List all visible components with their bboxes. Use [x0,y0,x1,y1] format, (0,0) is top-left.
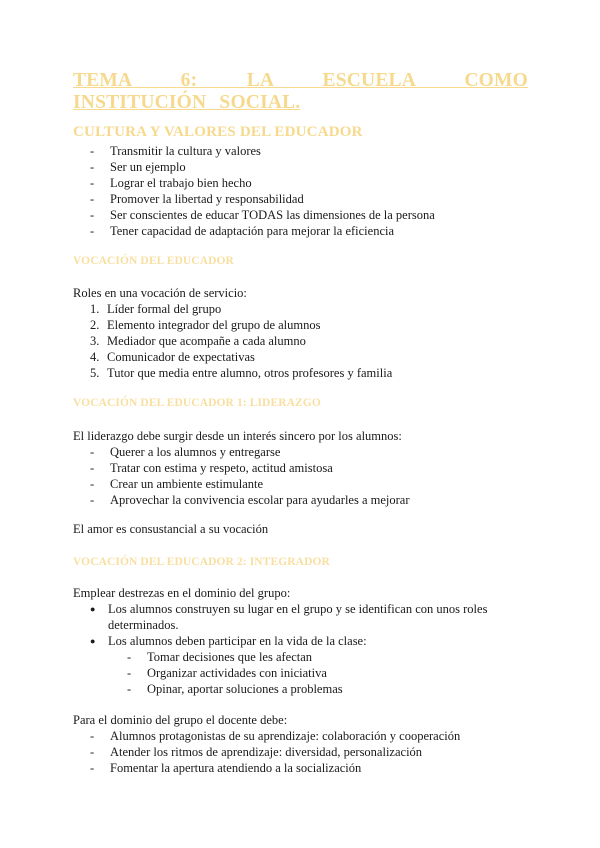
docente-list [90,728,530,776]
liderazgo-closing: El amor es consustancial a su vocación [73,522,269,536]
list-item: - Atender los ritmos de aprendizaje: diversidad, personalización [90,744,530,760]
integrador-bullets [90,601,530,649]
list-item: ● Los alumnos deben participar en la vida de la clase: [90,633,530,649]
list-item: ● Los alumnos construyen su lugar en el grupo y se identifican con unos roles determinados. [90,601,530,633]
liderazgo-list [90,444,530,508]
list-item: - Organizar actividades con iniciativa [127,665,527,681]
section-title-cultura: CULTURA Y VALORES DEL EDUCADOR [73,124,363,140]
list-item: - Fomentar la apertura atendiendo a la socialización [90,760,530,776]
list-item: - Tener capacidad de adaptación para mejorar la eficiencia [90,223,530,239]
list-item: - Promover la libertad y responsabilidad [90,191,530,207]
list-item: - Querer a los alumnos y entregarse [90,444,530,460]
list-item: - Crear un ambiente estimulante [90,476,530,492]
list-item: - Ser conscientes de educar TODAS las dimensiones de la persona [90,207,530,223]
heading-liderazgo: VOCACIÓN DEL EDUCADOR 1: LIDERAZGO [73,397,321,409]
list-item: - Lograr el trabajo bien hecho [90,175,530,191]
list-item: Elemento integrador del grupo de alumnos [107,318,321,332]
list-item: Comunicador de expectativas [107,350,255,364]
docente-intro: Para el dominio del grupo el docente debe: [73,713,288,727]
heading-vocacion: VOCACIÓN DEL EDUCADOR [73,255,234,267]
participation-sublist [127,649,527,697]
list-item: - Tratar con estima y respeto, actitud amistosa [90,460,530,476]
list-item: - Tomar decisiones que les afectan [127,649,527,665]
list-item: Mediador que acompañe a cada alumno [107,334,306,348]
list-item: Tutor que media entre alumno, otros profesores y familia [107,366,393,380]
integrador-intro: Emplear destrezas en el dominio del grupo: [73,586,291,600]
list-item: - Transmitir la cultura y valores [90,143,530,159]
list-item: - Alumnos protagonistas de su aprendizaje: colaboración y cooperación [90,728,530,744]
cultura-list [90,143,530,239]
list-item: Líder formal del grupo [107,302,222,316]
list-item: - Aprovechar la convivencia escolar para ayudarles a mejorar [90,492,530,508]
roles-list [90,301,530,381]
vocacion-intro: Roles en una vocación de servicio: [73,286,247,300]
list-item: - Opinar, aportar soluciones a problemas [127,681,527,697]
liderazgo-intro: El liderazgo debe surgir desde un interés sincero por los alumnos: [73,429,402,443]
heading-integrador: VOCACIÓN DEL EDUCADOR 2: INTEGRADOR [73,556,330,568]
page-title: TEMA 6: LA ESCUELA COMO INSTITUCIÓN SOCIAL. [73,70,528,113]
list-item: - Ser un ejemplo [90,159,530,175]
